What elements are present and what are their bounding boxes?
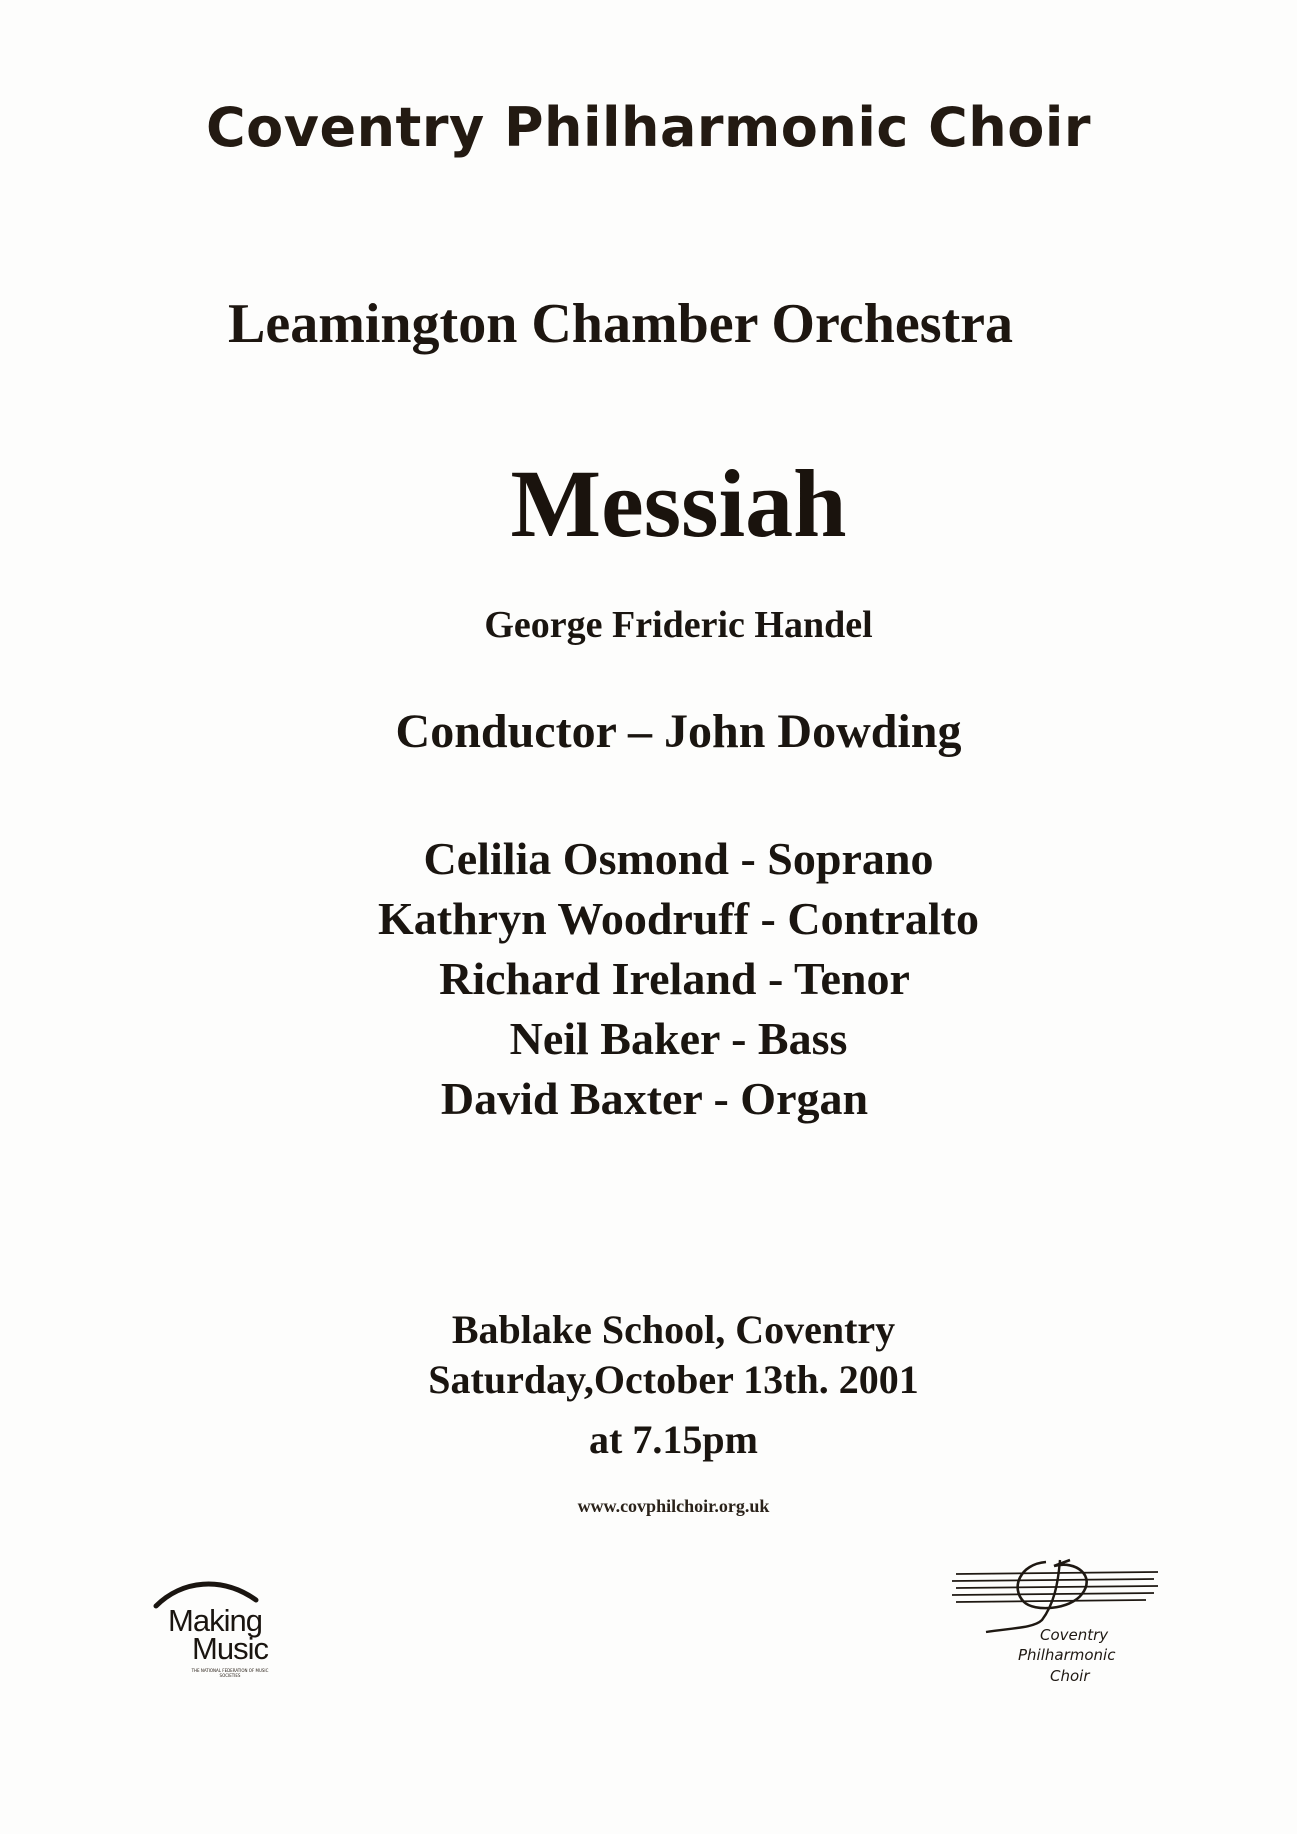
conductor-line: Conductor – John Dowding [395,705,962,758]
choir-logo-line-1: Coventry [1040,1626,1109,1644]
making-music-word-1: Making [168,1603,262,1638]
orchestra-title: Leamington Chamber Orchestra [228,293,1013,355]
venue: Bablake School, Coventry [451,1307,896,1352]
choir-title: Coventry Philharmonic Choir [206,96,1091,159]
soloist-bass: Neil Baker - Bass [509,1013,848,1064]
work-title: Messiah [510,450,847,557]
choir-logo-line-2: Philharmonic [1018,1646,1116,1664]
soloist-contralto: Kathryn Woodruff - Contralto [378,893,979,944]
concert-time: at 7.15pm [589,1417,758,1462]
soloist-tenor: Richard Ireland - Tenor [439,953,910,1004]
making-music-federation: THE NATIONAL FEDERATION OF MUSIC SOCIETIES [191,1668,269,1678]
making-music-logo [148,1572,288,1682]
choir-logo-line-3: Choir [1050,1667,1090,1685]
music-staff-clef-icon [950,1554,1170,1634]
soloist-soprano: Celilia Osmond - Soprano [423,833,934,884]
concert-date: Saturday,October 13th. 2001 [428,1357,919,1402]
choir-logo [950,1554,1170,1694]
website-link[interactable]: www.covphilchoir.org.uk [577,1496,770,1516]
soloist-organ: David Baxter - Organ [440,1073,869,1124]
composer-name: George Frideric Handel [484,604,873,646]
making-music-word-2: Music [192,1631,268,1666]
